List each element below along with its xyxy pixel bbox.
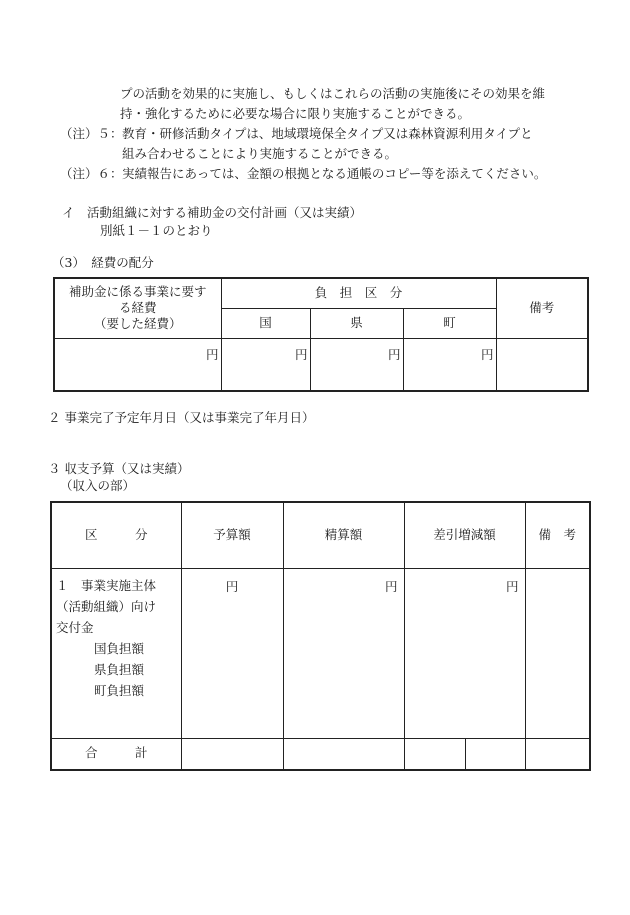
note5-line1: 教育・研修活動タイプは、地域環境保全タイプ又は森林資源利用タイプと <box>122 126 533 141</box>
remarks-amount-cell[interactable] <box>525 568 590 738</box>
row1-line1: １ 事業実施主体 <box>56 577 157 593</box>
yen-unit: 円 <box>481 346 494 362</box>
row1-line2: （活動組織）向け <box>56 598 157 614</box>
yen-unit: 円 <box>294 346 308 362</box>
note6-prefix: （注）６： <box>60 166 123 181</box>
total-diff-cell-b[interactable] <box>465 738 525 770</box>
cost-col-header-line1: 補助金に係る事業に要す <box>68 283 207 299</box>
yen-unit: 円 <box>387 346 401 362</box>
total-diff-cell-a[interactable] <box>404 738 465 770</box>
cost-col-header-line3: （要した経費） <box>93 316 182 332</box>
burden-header-cell <box>221 278 496 308</box>
category-cell <box>51 568 181 738</box>
note5-line2: 組み合わせることにより実施することができる。 <box>122 146 398 161</box>
remarks-header-cell <box>525 502 590 568</box>
budget-amount-cell[interactable] <box>181 568 283 738</box>
diff-header-cell <box>404 502 525 568</box>
prefecture-header-cell <box>310 308 403 338</box>
remarks-header: 備考 <box>529 299 555 315</box>
burden-header: 負 担 区 分 <box>314 284 403 300</box>
remarks-cell[interactable] <box>496 338 588 391</box>
section-i-sub: 別紙１－１のとおり <box>100 223 213 238</box>
budget-header: 予算額 <box>213 526 251 542</box>
total-settled-cell[interactable] <box>283 738 404 770</box>
total-remarks-cell[interactable] <box>525 738 590 770</box>
town-header: 町 <box>443 314 456 330</box>
cost-col-header-line2: る経費 <box>118 300 157 316</box>
yen-unit: 円 <box>384 578 398 594</box>
sub-prefecture: 県負担額 <box>94 661 145 677</box>
section-i-heading: イ 活動組織に対する補助金の交付計画（又は実績） <box>62 205 363 220</box>
diff-amount-cell[interactable] <box>404 568 525 738</box>
yen-unit: 円 <box>225 578 239 594</box>
sub-town: 町負担額 <box>94 682 145 698</box>
cost-amount-cell[interactable] <box>54 338 221 391</box>
national-header: 国 <box>259 314 272 330</box>
completion-date-item: ２ 事業完了予定年月日（又は事業完了年月日） <box>48 410 315 425</box>
town-header-cell <box>403 308 496 338</box>
remarks-header: 備 考 <box>538 526 577 542</box>
cost-allocation-table <box>53 277 589 392</box>
income-budget-table <box>50 501 591 771</box>
note-continuation-line2: 持・強化するために必要な場合に限り実施することができる。 <box>120 106 471 121</box>
cost-col-header <box>54 278 221 338</box>
section-3-heading: （3） 経費の配分 <box>52 255 154 270</box>
category-header-cell <box>51 502 181 568</box>
note5-prefix: （注）５： <box>60 126 123 141</box>
town-amount-cell[interactable] <box>403 338 496 391</box>
note-continuation-line1: プの活動を効果的に実施し、もしくはこれらの活動の実施後にその効果を維 <box>120 86 546 101</box>
settled-amount-cell[interactable] <box>283 568 404 738</box>
prefecture-header: 県 <box>350 314 363 330</box>
settled-header-cell <box>283 502 404 568</box>
national-amount-cell[interactable] <box>221 338 310 391</box>
yen-unit: 円 <box>506 578 519 594</box>
total-label: 合 計 <box>84 745 148 761</box>
prefecture-amount-cell[interactable] <box>310 338 403 391</box>
total-budget-cell[interactable] <box>181 738 283 770</box>
total-label-cell <box>51 738 181 770</box>
income-sub-heading: （収入の部） <box>60 478 136 493</box>
settled-header: 精算額 <box>324 526 363 542</box>
category-header: 区 分 <box>84 526 148 542</box>
row1-line3: 交付金 <box>56 619 94 635</box>
note6-line1: 実績報告にあっては、金額の根拠となる通帳のコピー等を添えてください。 <box>122 166 547 181</box>
sub-national: 国負担額 <box>94 640 145 656</box>
budget-header-cell <box>181 502 283 568</box>
yen-unit: 円 <box>205 346 219 362</box>
national-header-cell <box>221 308 310 338</box>
budget-heading: ３ 収支予算（又は実績） <box>48 461 190 476</box>
diff-header: 差引増減額 <box>433 526 496 542</box>
remarks-header-cell <box>496 278 588 338</box>
